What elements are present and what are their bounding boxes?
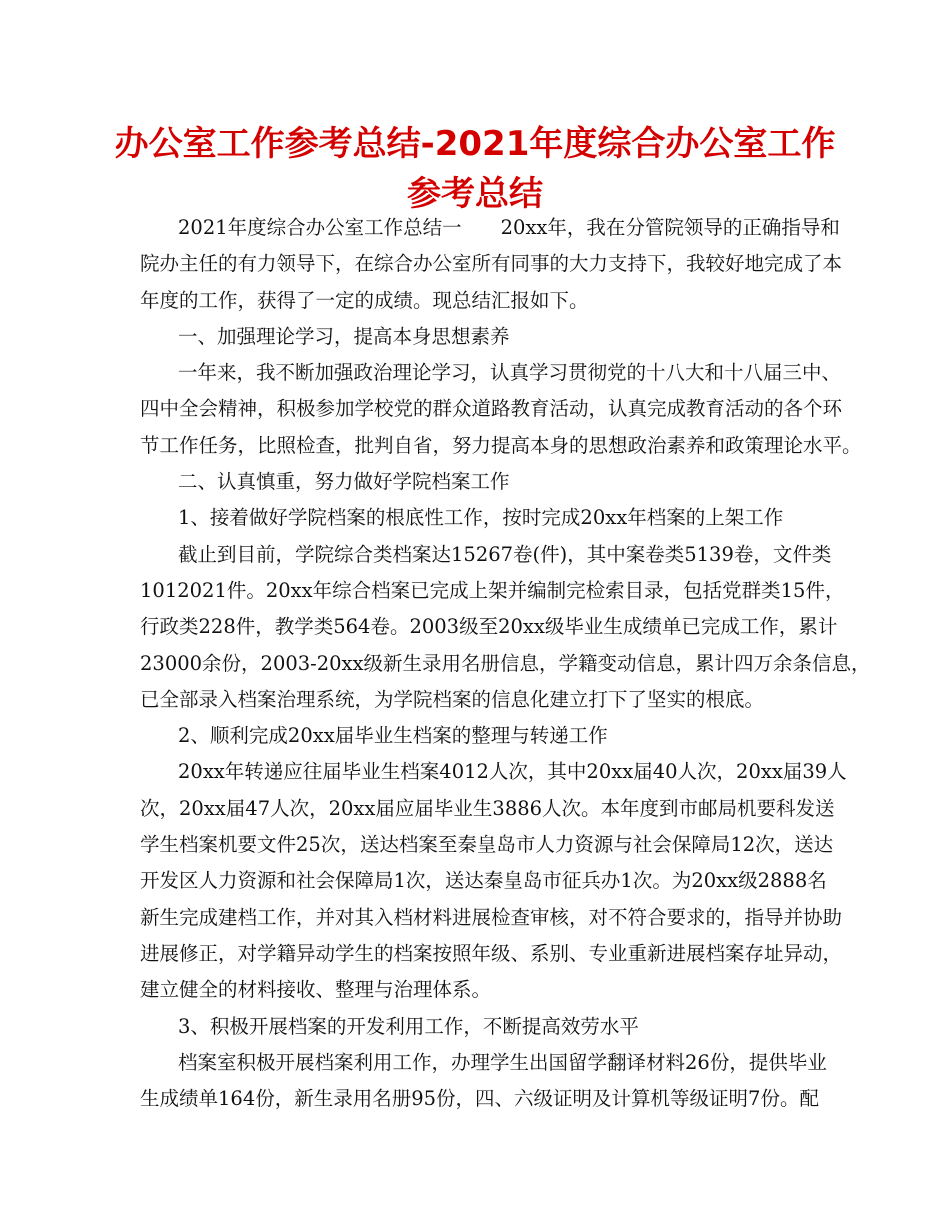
- paragraph-line: 20xx年转递应往届毕业生档案4012人次，其中20xx届40人次，20xx届39人: [178, 760, 847, 784]
- document-body: [140, 210, 871, 1117]
- paragraph-line: 截止到目前，学院综合类档案达15267卷(件)，其中案卷类5139卷，文件类: [178, 542, 832, 566]
- paragraph-line: 1012021件。20xx年综合档案已完成上架并编制完检索目录，包括党群类15件，: [140, 578, 845, 602]
- paragraph-line: 档案室积极开展档案利用工作，办理学生出国留学翻译材料26份，提供毕业: [178, 1050, 827, 1074]
- paragraph-line: 行政类228件，教学类564卷。2003级至20xx级毕业生成绩单已完成工作，累计: [140, 615, 838, 639]
- paragraph-line: 23000余份，2003-20xx级新生录用名册信息，学籍变动信息，累计四万余条信息，: [140, 651, 871, 675]
- paragraph-line: 进展修正，对学籍异动学生的档案按照年级、系别、专业重新进展档案存址异动，: [140, 941, 843, 965]
- subsection-heading: 2、顺利完成20xx届毕业生档案的整理与转递工作: [178, 724, 608, 748]
- paragraph-line: 院办主任的有力领导下，在综合办公室所有同事的大力支持下，我较好地完成了本: [140, 252, 843, 276]
- document-title-line-2: 参考总结: [407, 174, 543, 214]
- paragraph-line: 四中全会精神，积极参加学校党的群众道路教育活动，认真完成教育活动的各个环: [140, 397, 843, 421]
- paragraph-line: 节工作任务，比照检查，批判自省，努力提高本身的思想政治素养和政策理论水平。: [140, 433, 862, 457]
- paragraph-line: 次，20xx届47人次，20xx届应届毕业生3886人次。本年度到市邮局机要科发送: [140, 796, 835, 820]
- paragraph-line: 年度的工作，获得了一定的成绩。现总结汇报如下。: [140, 288, 589, 312]
- paragraph-line: 一年来，我不断加强政治理论学习，认真学习贯彻党的十八大和十八届三中、: [178, 361, 842, 385]
- paragraph-line: 建立健全的材料接收、整理与治理体系。: [140, 978, 492, 1002]
- subsection-heading: 1、接着做好学院档案的根底性工作，按时完成20xx年档案的上架工作: [178, 506, 784, 530]
- section-heading: 二、认真慎重，努力做好学院档案工作: [178, 470, 510, 494]
- paragraph-line: 学生档案机要文件25次，送达档案至秦皇岛市人力资源与社会保障局12次，送达: [140, 833, 834, 857]
- section-heading: 一、加强理论学习，提高本身思想素养: [178, 324, 510, 348]
- paragraph-line: 2021年度综合办公室工作总结一 20xx年，我在分管院领导的正确指导和: [178, 216, 840, 239]
- document-title-line-1: 办公室工作参考总结-2021年度综合办公室工作: [114, 124, 836, 164]
- paragraph-line: 生成绩单164份，新生录用名册95份，四、六级证明及计算机等级证明7份。配: [140, 1087, 819, 1111]
- subsection-heading: 3、积极开展档案的开发利用工作，不断提高效劳水平: [178, 1014, 639, 1038]
- paragraph-line: 新生完成建档工作，并对其入档材料进展检查审核，对不符合要求的，指导并协助: [140, 905, 843, 929]
- paragraph-line: 已全部录入档案治理系统，为学院档案的信息化建立打下了坚实的根底。: [140, 687, 765, 711]
- paragraph-line: 开发区人力资源和社会保障局1次，送达秦皇岛市征兵办1次。为20xx级2888名: [140, 869, 827, 893]
